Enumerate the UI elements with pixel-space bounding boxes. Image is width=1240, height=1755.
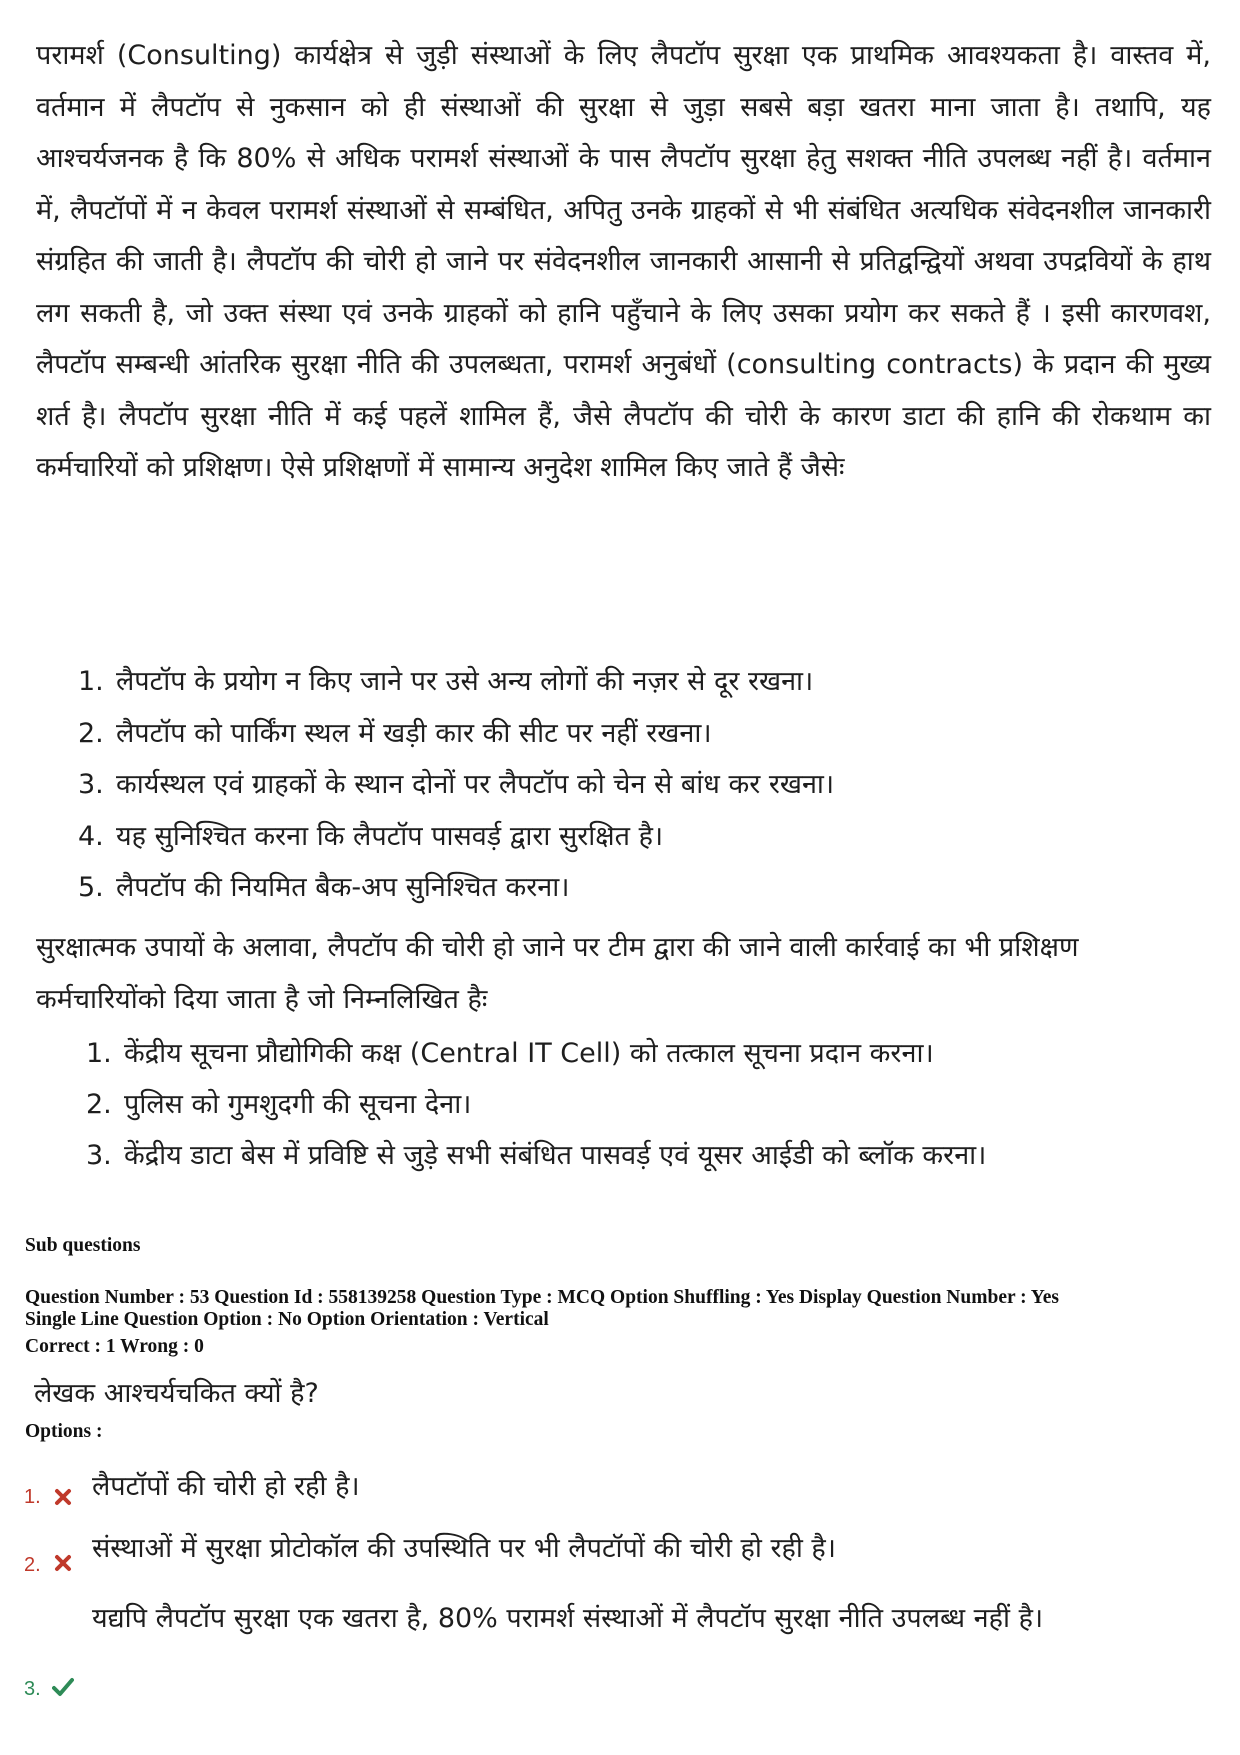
list-item xyxy=(78,862,1198,914)
option-number: 2. xyxy=(24,1554,41,1576)
list-item-number: 2. xyxy=(78,717,104,749)
marks-info: Correct : 1 Wrong : 0 xyxy=(25,1336,204,1357)
option-text: लैपटॉपों की चोरी हो रही है। xyxy=(92,1471,360,1502)
theft-response-list xyxy=(86,1028,1196,1181)
list-item xyxy=(78,708,1198,760)
question-metadata xyxy=(25,1287,1215,1331)
list-item xyxy=(78,759,1198,811)
list-item-text: केंद्रीय सूचना प्रौद्योगिकी कक्ष (Central IT Cell) को तत्काल सूचना प्रदान करना। xyxy=(124,1038,934,1069)
training-instructions-list xyxy=(78,656,1198,914)
list-item-text: लैपटॉप के प्रयोग न किए जाने पर उसे अन्य लोगों की नज़र से दूर रखना। xyxy=(116,666,814,697)
options-heading: Options : xyxy=(25,1421,103,1442)
list-item-text: पुलिस को गुमशुदगी की सूचना देना। xyxy=(124,1089,472,1120)
option-number: 1. xyxy=(24,1486,41,1508)
list-item-number: 1. xyxy=(78,666,104,697)
list-item xyxy=(86,1028,1196,1079)
list-item-text: लैपटॉप की नियमित बैक-अप सुनिश्चित करना। xyxy=(116,872,570,903)
list-item-number: 5. xyxy=(78,872,104,903)
list-item-number: 3. xyxy=(86,1140,112,1171)
option-number: 3. xyxy=(24,1678,41,1700)
passage-paragraph-2: सुरक्षात्मक उपायों के अलावा, लैपटॉप की चोरी हो जाने पर टीम द्वारा की जाने वाली कार्रवाई का भी प्रशिक्षण कर्मचारियोंको दिया जाता है जो निम्नलिखित हैः xyxy=(36,932,1079,1015)
cross-icon xyxy=(52,1486,74,1508)
list-item-number: 1. xyxy=(86,1038,112,1069)
list-item-number: 3. xyxy=(78,769,104,800)
list-item-text: कार्यस्थल एवं ग्राहकों के स्थान दोनों पर लैपटॉप को चेन से बांध कर रखना। xyxy=(116,769,835,800)
list-item-number: 4. xyxy=(78,820,104,852)
list-item xyxy=(86,1079,1196,1130)
list-item-text: केंद्रीय डाटा बेस में प्रविष्टि से जुड़े सभी संबंधित पासवर्ड़ एवं यूसर आईडी को ब्लॉक करना। xyxy=(124,1140,987,1171)
list-item xyxy=(86,1130,1196,1181)
list-item-text: यह सुनिश्चित करना कि लैपटॉप पासवर्ड़ द्वारा सुरक्षित है। xyxy=(116,820,664,852)
check-icon xyxy=(52,1676,74,1698)
list-item-number: 2. xyxy=(86,1089,112,1120)
list-item-text: लैपटॉप को पार्किंग स्थल में खड़ी कार की सीट पर नहीं रखना। xyxy=(116,717,712,749)
option-text: संस्थाओं में सुरक्षा प्रोटोकॉल की उपस्थिति पर भी लैपटॉपों की चोरी हो रही है। xyxy=(92,1533,836,1564)
list-item xyxy=(78,811,1198,863)
question-text: लेखक आश्चर्यचकित क्यों है? xyxy=(34,1378,319,1409)
question-metadata-line-2: Single Line Question Option : No Option Orientation : Vertical xyxy=(25,1309,549,1330)
option-text: यद्यपि लैपटॉप सुरक्षा एक खतरा है, 80% परामर्श संस्थाओं में लैपटॉप सुरक्षा नीति उपलब्ध नहीं है। xyxy=(92,1603,1044,1634)
passage-paragraph-1: परामर्श (Consulting) कार्यक्षेत्र से जुड़ी संस्थाओं के लिए लैपटॉप सुरक्षा एक प्राथमिक आवश्यकता है। वास्तव में, वर्तमान में लैपटॉप से नुकसान को ही संस्थाओं की सुरक्षा से जुड़ा सबसे बड़ा खतरा माना जाता है। तथापि, यह आश्चर्यजनक है कि 80% से अधिक परामर्श संस्थाओं के पास लैपटॉप सुरक्षा हेतु सशक्त नीति उपलब्ध नहीं है। वर्तमान में, लैपटॉपों में न केवल परामर्श संस्थाओं से सम्बंधित, अपितु उनके ग्राहकों से भी संबंधित अत्यधिक संवेदनशील जानकारी संग्रहित की जाती है। लैपटॉप की चोरी हो जाने पर संवेदनशील जानकारी आसानी से प्रतिद्वन्द्वियों अथवा उपद्रवियों के हाथ लग सकती है, जो उक्त संस्था एवं उनके ग्राहकों को हानि पहुँचाने के लिए उसका प्रयोग कर सकते हैं । इसी कारणवश, लैपटॉप सम्बन्धी आंतरिक सुरक्षा नीति की उपलब्धता, परामर्श अनुबंधों (consulting contracts) के प्रदान की मुख्य शर्त है। लैपटॉप सुरक्षा नीति में कई पहलें शामिल हैं, जैसे लैपटॉप की चोरी के कारण डाटा की हानि की रोकथाम का कर्मचारियों को प्रशिक्षण। ऐसे प्रशिक्षणों में सामान्य अनुदेश शामिल किए जाते हैं जैसेः xyxy=(36,40,1211,483)
list-item xyxy=(78,656,1198,708)
cross-icon xyxy=(52,1552,74,1574)
sub-questions-heading: Sub questions xyxy=(25,1235,141,1256)
question-metadata-line-1: Question Number : 53 Question Id : 558139258 Question Type : MCQ Option Shuffling : Yes Display Question Number : Yes xyxy=(25,1287,1059,1308)
